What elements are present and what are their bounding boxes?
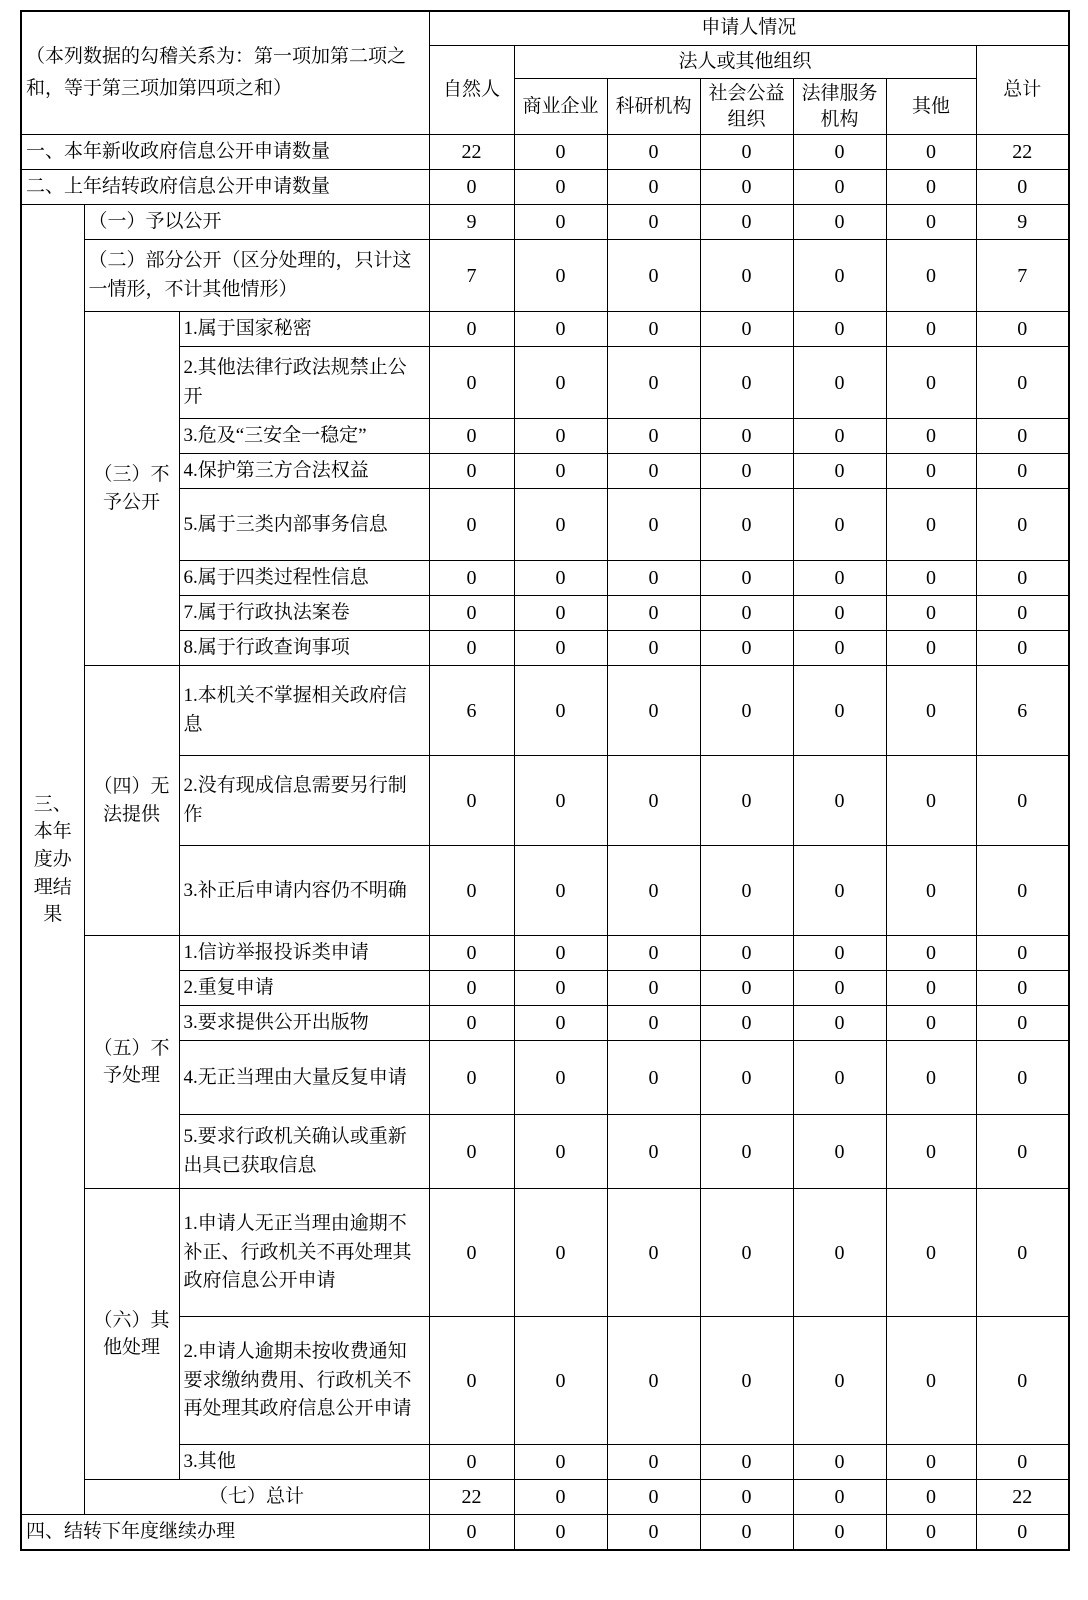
cell-value: 0 bbox=[793, 419, 886, 454]
cell-value: 0 bbox=[793, 631, 886, 666]
cell-value: 0 bbox=[700, 1115, 793, 1189]
cell-value: 0 bbox=[514, 170, 607, 205]
header-applicant-situation: 申请人情况 bbox=[429, 11, 1069, 45]
cell-value: 0 bbox=[429, 596, 514, 631]
cell-value: 0 bbox=[793, 756, 886, 846]
cell-value: 0 bbox=[793, 205, 886, 240]
cell-value: 0 bbox=[886, 312, 976, 347]
cell-value: 0 bbox=[607, 666, 700, 756]
cell-value: 0 bbox=[793, 1480, 886, 1515]
cell-value: 0 bbox=[793, 170, 886, 205]
cell-value: 0 bbox=[976, 489, 1069, 561]
cell-value: 0 bbox=[976, 561, 1069, 596]
cell-value: 0 bbox=[607, 561, 700, 596]
header-legal-or-other-org: 法人或其他组织 bbox=[514, 45, 976, 79]
cell-value: 0 bbox=[429, 631, 514, 666]
row-label: 3.补正后申请内容仍不明确 bbox=[179, 846, 429, 936]
cell-value: 6 bbox=[976, 666, 1069, 756]
row-label: 1.本机关不掌握相关政府信息 bbox=[179, 666, 429, 756]
cell-value: 0 bbox=[700, 971, 793, 1006]
cell-value: 0 bbox=[700, 666, 793, 756]
cell-value: 0 bbox=[514, 489, 607, 561]
row-label: 1.属于国家秘密 bbox=[179, 312, 429, 347]
cell-value: 0 bbox=[700, 454, 793, 489]
cell-value: 0 bbox=[793, 312, 886, 347]
cell-value: 0 bbox=[700, 312, 793, 347]
table-row bbox=[21, 312, 1069, 347]
cell-value: 0 bbox=[886, 1006, 976, 1041]
table-row bbox=[21, 419, 1069, 454]
table-row bbox=[21, 489, 1069, 561]
cell-value: 0 bbox=[429, 561, 514, 596]
cell-value: 7 bbox=[429, 240, 514, 312]
row-label: 2.重复申请 bbox=[179, 971, 429, 1006]
cell-value: 0 bbox=[429, 1041, 514, 1115]
cell-value: 0 bbox=[607, 1480, 700, 1515]
cell-value: 0 bbox=[976, 971, 1069, 1006]
cell-value: 0 bbox=[793, 1041, 886, 1115]
cell-value: 0 bbox=[514, 1041, 607, 1115]
cell-value: 0 bbox=[886, 489, 976, 561]
cell-value: 0 bbox=[607, 971, 700, 1006]
header-commercial-enterprise: 商业企业 bbox=[514, 79, 607, 135]
cell-value: 0 bbox=[514, 454, 607, 489]
table-row bbox=[21, 1189, 1069, 1317]
cell-value: 0 bbox=[429, 419, 514, 454]
cell-value: 0 bbox=[976, 1515, 1069, 1551]
table-row bbox=[21, 561, 1069, 596]
cell-value: 9 bbox=[976, 205, 1069, 240]
cell-value: 0 bbox=[976, 846, 1069, 936]
group-label-other-handling: （六）其他处理 bbox=[84, 1189, 179, 1480]
cell-value: 0 bbox=[514, 347, 607, 419]
table-row bbox=[21, 1480, 1069, 1515]
cell-value: 0 bbox=[514, 419, 607, 454]
cell-value: 0 bbox=[700, 596, 793, 631]
row-label: 4.无正当理由大量反复申请 bbox=[179, 1041, 429, 1115]
table-row bbox=[21, 846, 1069, 936]
cell-value: 0 bbox=[976, 1189, 1069, 1317]
cell-value: 0 bbox=[886, 205, 976, 240]
cell-value: 0 bbox=[514, 1115, 607, 1189]
cell-value: 0 bbox=[514, 971, 607, 1006]
cell-value: 0 bbox=[700, 936, 793, 971]
cell-value: 0 bbox=[514, 631, 607, 666]
cell-value: 0 bbox=[700, 1041, 793, 1115]
cell-value: 0 bbox=[429, 1515, 514, 1551]
cell-value: 0 bbox=[793, 1515, 886, 1551]
cell-value: 0 bbox=[976, 756, 1069, 846]
cell-value: 0 bbox=[429, 971, 514, 1006]
cell-value: 0 bbox=[607, 756, 700, 846]
cell-value: 22 bbox=[976, 1480, 1069, 1515]
cell-value: 0 bbox=[607, 1189, 700, 1317]
cell-value: 0 bbox=[429, 1317, 514, 1445]
cell-value: 0 bbox=[886, 936, 976, 971]
row-label: 6.属于四类过程性信息 bbox=[179, 561, 429, 596]
table-row bbox=[21, 631, 1069, 666]
cell-value: 0 bbox=[793, 240, 886, 312]
cell-value: 0 bbox=[607, 1515, 700, 1551]
cell-value: 0 bbox=[976, 1445, 1069, 1480]
cell-value: 0 bbox=[886, 666, 976, 756]
cell-value: 0 bbox=[886, 596, 976, 631]
cell-value: 22 bbox=[976, 135, 1069, 170]
header-legal-service-org: 法律服务机构 bbox=[793, 79, 886, 135]
cell-value: 0 bbox=[514, 666, 607, 756]
cell-value: 0 bbox=[429, 756, 514, 846]
cell-value: 0 bbox=[700, 1445, 793, 1480]
cell-value: 0 bbox=[976, 1115, 1069, 1189]
cell-value: 0 bbox=[793, 1445, 886, 1480]
cell-value: 0 bbox=[514, 312, 607, 347]
cell-value: 0 bbox=[886, 1515, 976, 1551]
cell-value: 0 bbox=[514, 1006, 607, 1041]
group-label-not-processed: （五）不予处理 bbox=[84, 936, 179, 1189]
cell-value: 0 bbox=[429, 1445, 514, 1480]
cell-value: 0 bbox=[700, 846, 793, 936]
cell-value: 0 bbox=[700, 1515, 793, 1551]
cell-value: 0 bbox=[793, 1317, 886, 1445]
cell-value: 0 bbox=[976, 347, 1069, 419]
cell-value: 0 bbox=[700, 631, 793, 666]
cell-value: 0 bbox=[607, 596, 700, 631]
cell-value: 0 bbox=[976, 454, 1069, 489]
cell-value: 0 bbox=[429, 312, 514, 347]
cell-value: 0 bbox=[793, 936, 886, 971]
cell-value: 0 bbox=[886, 1115, 976, 1189]
cell-value: 0 bbox=[700, 205, 793, 240]
row-label: （七）总计 bbox=[84, 1480, 429, 1515]
cell-value: 0 bbox=[514, 240, 607, 312]
cell-value: 0 bbox=[793, 971, 886, 1006]
cell-value: 0 bbox=[700, 347, 793, 419]
cell-value: 0 bbox=[514, 561, 607, 596]
row-label: 2.其他法律行政法规禁止公开 bbox=[179, 347, 429, 419]
cell-value: 0 bbox=[607, 936, 700, 971]
cell-value: 0 bbox=[514, 1317, 607, 1445]
row-label: （二）部分公开（区分处理的，只计这一情形，不计其他情形） bbox=[84, 240, 429, 312]
cell-value: 0 bbox=[607, 170, 700, 205]
cell-value: 0 bbox=[607, 1041, 700, 1115]
header-research-institution: 科研机构 bbox=[607, 79, 700, 135]
cell-value: 0 bbox=[607, 347, 700, 419]
cell-value: 0 bbox=[514, 936, 607, 971]
cell-value: 0 bbox=[607, 312, 700, 347]
table-row bbox=[21, 1515, 1069, 1551]
cell-value: 0 bbox=[976, 312, 1069, 347]
cell-value: 0 bbox=[886, 240, 976, 312]
cell-value: 0 bbox=[793, 1006, 886, 1041]
cell-value: 0 bbox=[429, 1115, 514, 1189]
header-other-org: 其他 bbox=[886, 79, 976, 135]
cell-value: 0 bbox=[886, 631, 976, 666]
row-label: 2.没有现成信息需要另行制作 bbox=[179, 756, 429, 846]
row-label: 3.危及“三安全一稳定” bbox=[179, 419, 429, 454]
cell-value: 0 bbox=[607, 419, 700, 454]
cell-value: 0 bbox=[607, 454, 700, 489]
cell-value: 0 bbox=[886, 561, 976, 596]
cell-value: 0 bbox=[886, 454, 976, 489]
cell-value: 0 bbox=[514, 1515, 607, 1551]
cell-value: 0 bbox=[514, 1480, 607, 1515]
cell-value: 0 bbox=[886, 971, 976, 1006]
group-label-year-result: 三、本年度办理结果 bbox=[21, 205, 84, 1515]
row-label: 7.属于行政执法案卷 bbox=[179, 596, 429, 631]
cell-value: 0 bbox=[514, 205, 607, 240]
table-row bbox=[21, 170, 1069, 205]
header-public-welfare-org: 社会公益组织 bbox=[700, 79, 793, 135]
cell-value: 0 bbox=[886, 347, 976, 419]
table-row bbox=[21, 596, 1069, 631]
row-label: 3.其他 bbox=[179, 1445, 429, 1480]
cell-value: 0 bbox=[976, 631, 1069, 666]
cell-value: 0 bbox=[429, 170, 514, 205]
cell-value: 0 bbox=[793, 347, 886, 419]
table-row bbox=[21, 240, 1069, 312]
row-label: （一）予以公开 bbox=[84, 205, 429, 240]
cell-value: 0 bbox=[886, 135, 976, 170]
header-row-1 bbox=[21, 11, 1069, 45]
row-label: 四、结转下年度继续办理 bbox=[21, 1515, 429, 1551]
cell-value: 0 bbox=[793, 454, 886, 489]
row-label: 8.属于行政查询事项 bbox=[179, 631, 429, 666]
cell-value: 0 bbox=[976, 936, 1069, 971]
cell-value: 0 bbox=[700, 1317, 793, 1445]
cell-value: 0 bbox=[886, 1041, 976, 1115]
cell-value: 0 bbox=[429, 936, 514, 971]
cell-value: 0 bbox=[607, 240, 700, 312]
cell-value: 0 bbox=[514, 846, 607, 936]
cell-value: 0 bbox=[700, 240, 793, 312]
table-row bbox=[21, 1041, 1069, 1115]
cell-value: 0 bbox=[607, 1006, 700, 1041]
cell-value: 7 bbox=[976, 240, 1069, 312]
cell-value: 0 bbox=[886, 1317, 976, 1445]
row-label: 5.要求行政机关确认或重新出具已获取信息 bbox=[179, 1115, 429, 1189]
cell-value: 0 bbox=[514, 1445, 607, 1480]
cell-value: 0 bbox=[700, 1006, 793, 1041]
cell-value: 0 bbox=[700, 561, 793, 596]
cell-value: 0 bbox=[429, 846, 514, 936]
cell-value: 0 bbox=[514, 756, 607, 846]
group-label-cannot-provide: （四）无法提供 bbox=[84, 666, 179, 936]
cell-value: 0 bbox=[607, 1445, 700, 1480]
row-label: 2.申请人逾期未按收费通知要求缴纳费用、行政机关不再处理其政府信息公开申请 bbox=[179, 1317, 429, 1445]
table-row bbox=[21, 1317, 1069, 1445]
cell-value: 0 bbox=[607, 1115, 700, 1189]
cell-value: 0 bbox=[976, 596, 1069, 631]
table-row bbox=[21, 936, 1069, 971]
table-row bbox=[21, 1006, 1069, 1041]
cell-value: 9 bbox=[429, 205, 514, 240]
cell-value: 22 bbox=[429, 1480, 514, 1515]
cell-value: 0 bbox=[793, 596, 886, 631]
cell-value: 0 bbox=[886, 1445, 976, 1480]
table-row bbox=[21, 1115, 1069, 1189]
cell-value: 0 bbox=[886, 756, 976, 846]
cell-value: 0 bbox=[429, 454, 514, 489]
cell-value: 0 bbox=[514, 135, 607, 170]
header-total: 总计 bbox=[976, 45, 1069, 135]
cell-value: 0 bbox=[976, 1317, 1069, 1445]
cell-value: 0 bbox=[886, 1480, 976, 1515]
cell-value: 0 bbox=[429, 1006, 514, 1041]
cell-value: 0 bbox=[700, 419, 793, 454]
cell-value: 0 bbox=[976, 419, 1069, 454]
cell-value: 0 bbox=[976, 1041, 1069, 1115]
cell-value: 0 bbox=[514, 1189, 607, 1317]
cell-value: 6 bbox=[429, 666, 514, 756]
cell-value: 0 bbox=[607, 205, 700, 240]
table-row bbox=[21, 971, 1069, 1006]
row-label: 1.申请人无正当理由逾期不补正、行政机关不再处理其政府信息公开申请 bbox=[179, 1189, 429, 1317]
cell-value: 0 bbox=[793, 135, 886, 170]
table-row bbox=[21, 1445, 1069, 1480]
table-row bbox=[21, 135, 1069, 170]
government-info-disclosure-table bbox=[20, 10, 1070, 1551]
row-label: 1.信访举报投诉类申请 bbox=[179, 936, 429, 971]
row-label: 5.属于三类内部事务信息 bbox=[179, 489, 429, 561]
table-row bbox=[21, 347, 1069, 419]
cell-value: 0 bbox=[700, 489, 793, 561]
row-label: 3.要求提供公开出版物 bbox=[179, 1006, 429, 1041]
cell-value: 0 bbox=[700, 1189, 793, 1317]
cell-value: 0 bbox=[700, 135, 793, 170]
row-label: 一、本年新收政府信息公开申请数量 bbox=[21, 135, 429, 170]
cell-value: 0 bbox=[976, 170, 1069, 205]
cell-value: 0 bbox=[700, 170, 793, 205]
table-row bbox=[21, 756, 1069, 846]
cell-value: 0 bbox=[793, 666, 886, 756]
cell-value: 0 bbox=[886, 1189, 976, 1317]
table-row bbox=[21, 666, 1069, 756]
cell-value: 0 bbox=[793, 489, 886, 561]
cell-value: 0 bbox=[793, 1115, 886, 1189]
table-row bbox=[21, 205, 1069, 240]
cell-value: 0 bbox=[429, 1189, 514, 1317]
cell-value: 0 bbox=[429, 347, 514, 419]
cell-value: 0 bbox=[607, 1317, 700, 1445]
row-label: 4.保护第三方合法权益 bbox=[179, 454, 429, 489]
cell-value: 0 bbox=[607, 846, 700, 936]
header-natural-person: 自然人 bbox=[429, 45, 514, 135]
cell-value: 0 bbox=[429, 489, 514, 561]
cell-value: 0 bbox=[514, 596, 607, 631]
cell-value: 0 bbox=[793, 1189, 886, 1317]
table-row bbox=[21, 454, 1069, 489]
cell-value: 0 bbox=[607, 489, 700, 561]
cell-value: 0 bbox=[607, 631, 700, 666]
cell-value: 0 bbox=[976, 1006, 1069, 1041]
row-label: 二、上年结转政府信息公开申请数量 bbox=[21, 170, 429, 205]
cell-value: 22 bbox=[429, 135, 514, 170]
cell-value: 0 bbox=[700, 756, 793, 846]
group-label-not-disclosed: （三）不予公开 bbox=[84, 312, 179, 666]
checksum-note-cell: （本列数据的勾稽关系为：第一项加第二项之和，等于第三项加第四项之和） bbox=[21, 11, 429, 135]
cell-value: 0 bbox=[886, 846, 976, 936]
cell-value: 0 bbox=[886, 419, 976, 454]
cell-value: 0 bbox=[886, 170, 976, 205]
cell-value: 0 bbox=[607, 135, 700, 170]
cell-value: 0 bbox=[700, 1480, 793, 1515]
cell-value: 0 bbox=[793, 846, 886, 936]
cell-value: 0 bbox=[793, 561, 886, 596]
